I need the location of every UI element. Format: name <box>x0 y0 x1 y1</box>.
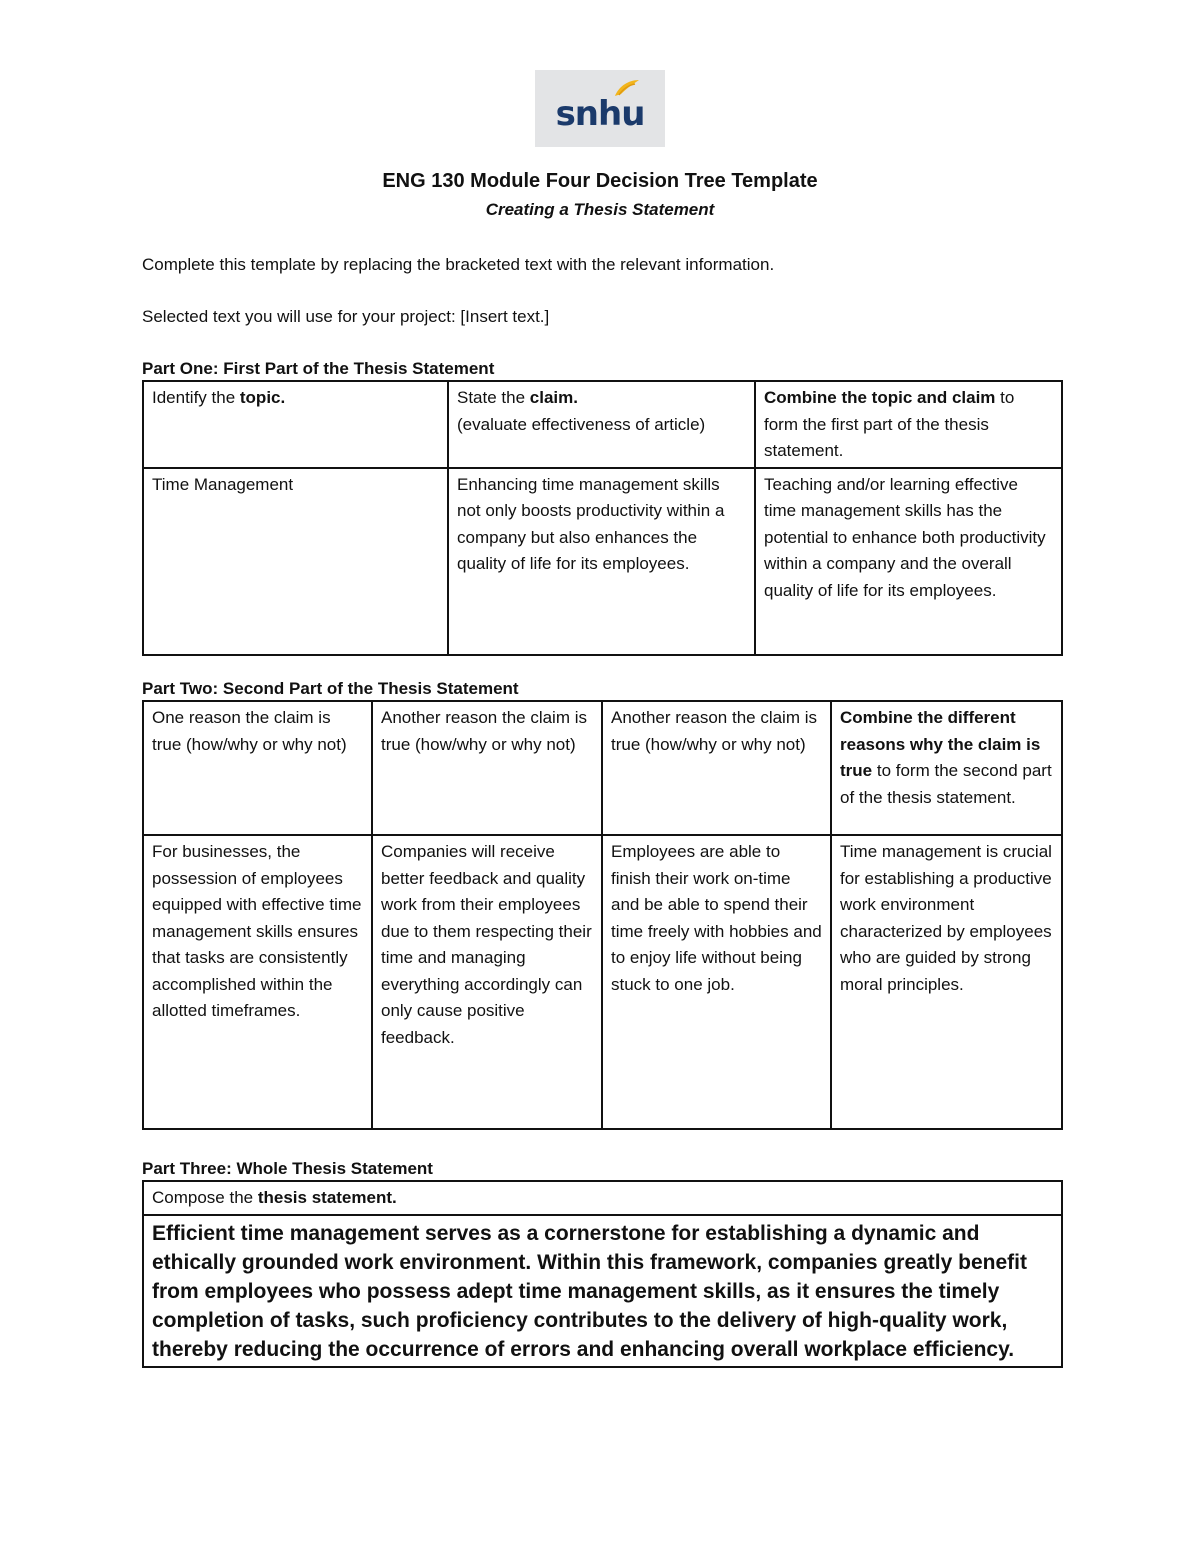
reason1-header: One reason the claim is true (how/why or why not) <box>143 701 372 835</box>
reason3-header: Another reason the claim is true (how/why or why not) <box>602 701 831 835</box>
part-three-title: Part Three: Whole Thesis Statement <box>142 1159 433 1178</box>
combined-cell: Teaching and/or learning effective time management skills has the potential to enhance both productivity within a company and the overall quality of life for its employees. <box>755 468 1062 655</box>
topic-cell: Time Management <box>143 468 448 655</box>
reason3-cell: Employees are able to finish their work on-time and be able to spend their time freely with hobbies and to enjoy life without being stuck to one job. <box>602 835 831 1129</box>
part-one-title: Part One: First Part of the Thesis Statement <box>142 359 495 378</box>
document-title: ENG 130 Module Four Decision Tree Template <box>382 170 818 192</box>
claim-header: State the claim. (evaluate effectiveness of article) <box>448 381 755 468</box>
table-header-row <box>143 381 1062 468</box>
part-three-table <box>142 1180 1063 1368</box>
selected-text-line <box>142 307 549 327</box>
reason2-header: Another reason the claim is true (how/why or why not) <box>372 701 602 835</box>
table-header-row <box>143 701 1062 835</box>
logo-text: snhu <box>555 93 645 134</box>
part-one-table <box>142 380 1063 656</box>
thesis-header: Compose the thesis statement. <box>143 1181 1062 1215</box>
combine-reasons-header: Combine the different reasons why the claim is true to form the second part of the thesis statement. <box>831 701 1062 835</box>
table-header-row <box>143 1181 1062 1215</box>
reason2-cell: Companies will receive better feedback and quality work from their employees due to them respecting their time and managing everything accordingly can only cause positive feedback. <box>372 835 602 1129</box>
thesis-statement-cell: Efficient time management serves as a cornerstone for establishing a dynamic and ethically grounded work environment. Within this framework, companies greatly benefit from employees who possess adept time management skills, as it ensures the timely completion of tasks, such proficiency contributes to the delivery of high-quality work, thereby reducing the occurrence of errors and enhancing overall workplace efficiency. <box>143 1215 1062 1367</box>
part-two-title: Part Two: Second Part of the Thesis Statement <box>142 679 519 698</box>
selected-text-label: Selected text you will use for your project: <box>142 307 456 326</box>
table-row <box>143 835 1062 1129</box>
selected-text-value: [Insert text.] <box>455 307 550 326</box>
claim-cell: Enhancing time management skills not only boosts productivity within a company but also enhances the quality of life for its employees. <box>448 468 755 655</box>
instructions: Complete this template by replacing the bracketed text with the relevant information. <box>142 255 775 274</box>
reason1-cell: For businesses, the possession of employees equipped with effective time management skills ensures that tasks are consistently accomplished within the allotted timeframes. <box>143 835 372 1129</box>
table-row <box>143 1215 1062 1367</box>
snhu-logo <box>535 70 665 147</box>
table-row <box>143 468 1062 655</box>
topic-header: Identify the topic. <box>143 381 448 468</box>
combined-reasons-cell: Time management is crucial for establishing a productive work environment characterized by employees who are guided by strong moral principles. <box>831 835 1062 1129</box>
part-two-table <box>142 700 1063 1130</box>
combine-header: Combine the topic and claim to form the first part of the thesis statement. <box>755 381 1062 468</box>
leaf-icon <box>613 78 641 98</box>
document-subtitle: Creating a Thesis Statement <box>485 200 715 219</box>
